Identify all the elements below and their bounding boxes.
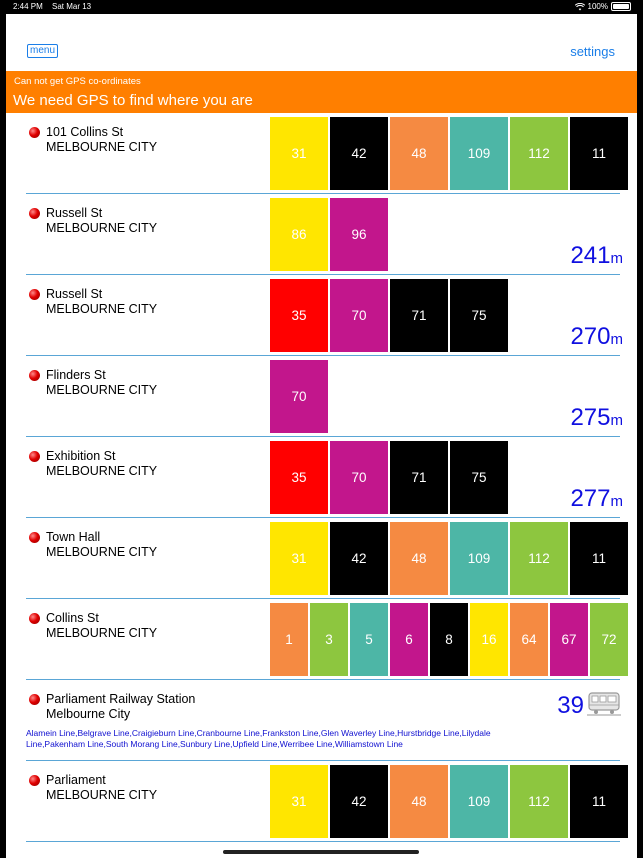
route-tile[interactable]: 109 — [450, 765, 508, 838]
route-tiles — [270, 117, 628, 190]
stop-name: Russell St — [46, 287, 103, 301]
stop-marker-icon — [29, 532, 40, 543]
distance-value: 241 — [570, 242, 611, 269]
route-tiles — [270, 603, 628, 676]
stop-name: Parliament Railway Station — [46, 692, 196, 706]
route-tile[interactable]: 70 — [330, 279, 388, 352]
distance-unit: m — [610, 493, 623, 510]
stop-row[interactable] — [6, 683, 637, 764]
stop-suburb: MELBOURNE CITY — [46, 464, 158, 478]
settings-button[interactable]: settings — [570, 44, 615, 59]
stop-row[interactable] — [6, 440, 637, 521]
route-tile[interactable]: 42 — [330, 765, 388, 838]
route-tile[interactable]: 67 — [550, 603, 588, 676]
status-time: 2:44 PM — [13, 2, 43, 11]
route-tile[interactable]: 109 — [450, 117, 508, 190]
route-tile[interactable]: 70 — [330, 441, 388, 514]
route-tiles — [270, 360, 328, 433]
route-tile[interactable]: 109 — [450, 522, 508, 595]
stop-marker-icon — [29, 208, 40, 219]
route-tile[interactable]: 6 — [390, 603, 428, 676]
route-tile[interactable]: 86 — [270, 198, 328, 271]
route-tile[interactable]: 112 — [510, 522, 568, 595]
stop-distance — [570, 405, 623, 434]
stop-row[interactable] — [6, 116, 637, 197]
stop-name: Parliament — [46, 773, 106, 787]
stop-name: Flinders St — [46, 368, 106, 382]
battery-icon — [611, 2, 631, 11]
menu-button[interactable]: menu — [27, 44, 58, 58]
stop-distance — [570, 243, 623, 272]
stop-row[interactable] — [6, 359, 637, 440]
stop-row[interactable] — [6, 278, 637, 359]
wifi-icon — [575, 3, 585, 11]
row-divider — [26, 193, 620, 194]
stop-row[interactable] — [6, 197, 637, 278]
route-tile[interactable]: 71 — [390, 441, 448, 514]
stop-marker-icon — [29, 370, 40, 381]
stop-marker-icon — [29, 451, 40, 462]
route-tiles — [270, 441, 508, 514]
stop-row[interactable] — [6, 521, 637, 602]
route-tile[interactable]: 11 — [570, 117, 628, 190]
stop-name: 101 Collins St — [46, 125, 124, 139]
route-tile[interactable]: 75 — [450, 279, 508, 352]
distance-unit: m — [610, 331, 623, 348]
row-divider — [26, 436, 620, 437]
stop-marker-icon — [29, 289, 40, 300]
row-divider — [26, 517, 620, 518]
route-tiles — [270, 279, 508, 352]
route-tile[interactable]: 31 — [270, 117, 328, 190]
stop-suburb: MELBOURNE CITY — [46, 545, 158, 559]
stop-name: Exhibition St — [46, 449, 116, 463]
stop-marker-icon — [29, 127, 40, 138]
route-tile[interactable]: 35 — [270, 441, 328, 514]
stop-suburb: MELBOURNE CITY — [46, 302, 158, 316]
route-tile[interactable]: 16 — [470, 603, 508, 676]
route-tile[interactable]: 48 — [390, 522, 448, 595]
stop-row[interactable] — [6, 764, 637, 845]
route-tile[interactable]: 48 — [390, 765, 448, 838]
route-tile[interactable]: 1 — [270, 603, 308, 676]
row-divider — [26, 841, 620, 842]
gps-error-text: Can not get GPS co-ordinates — [14, 76, 141, 87]
row-divider — [26, 598, 620, 599]
stop-suburb: MELBOURNE CITY — [46, 626, 158, 640]
stop-suburb: Melbourne City — [46, 707, 131, 721]
stop-row[interactable] — [6, 602, 637, 683]
route-tile[interactable]: 8 — [430, 603, 468, 676]
stop-name: Russell St — [46, 206, 103, 220]
stop-marker-icon — [29, 694, 40, 705]
route-tile[interactable]: 96 — [330, 198, 388, 271]
status-bar — [0, 0, 643, 14]
route-tile[interactable]: 64 — [510, 603, 548, 676]
route-tile[interactable]: 70 — [270, 360, 328, 433]
route-tile[interactable]: 48 — [390, 117, 448, 190]
route-tile[interactable]: 11 — [570, 522, 628, 595]
stop-marker-icon — [29, 613, 40, 624]
status-date: Sat Mar 13 — [52, 2, 92, 11]
stop-name: Collins St — [46, 611, 99, 625]
distance-value: 275 — [570, 404, 611, 431]
row-divider — [26, 679, 620, 680]
route-tile[interactable]: 11 — [570, 765, 628, 838]
stop-distance — [557, 692, 584, 720]
stop-suburb: MELBOURNE CITY — [46, 140, 158, 154]
route-tile[interactable]: 71 — [390, 279, 448, 352]
distance-value: 270 — [570, 323, 611, 350]
stop-name: Town Hall — [46, 530, 101, 544]
row-divider — [26, 274, 620, 275]
distance-unit: m — [610, 412, 623, 429]
navbar — [6, 14, 637, 71]
stop-suburb: MELBOURNE CITY — [46, 221, 158, 235]
home-indicator — [223, 850, 419, 854]
route-tile[interactable]: 42 — [330, 522, 388, 595]
route-tile[interactable]: 72 — [590, 603, 628, 676]
distance-value: 39 — [557, 692, 584, 719]
distance-value: 277 — [570, 485, 611, 512]
distance-unit: m — [610, 250, 623, 267]
row-divider — [26, 760, 620, 761]
route-tiles — [270, 522, 628, 595]
battery-percent: 100% — [587, 2, 608, 11]
gps-warning-banner — [6, 71, 637, 113]
route-tile[interactable]: 31 — [270, 765, 328, 838]
app-window — [6, 14, 637, 858]
route-tile[interactable]: 42 — [330, 117, 388, 190]
train-icon — [587, 689, 621, 717]
stop-suburb: MELBOURNE CITY — [46, 788, 158, 802]
route-tiles — [270, 198, 388, 271]
row-divider — [26, 355, 620, 356]
route-tile[interactable]: 5 — [350, 603, 388, 676]
route-tile[interactable]: 112 — [510, 117, 568, 190]
status-right — [575, 2, 631, 11]
route-tile[interactable]: 112 — [510, 765, 568, 838]
route-tile[interactable]: 31 — [270, 522, 328, 595]
gps-request-text: We need GPS to find where you are — [13, 92, 253, 109]
route-tile[interactable]: 35 — [270, 279, 328, 352]
route-tile[interactable]: 75 — [450, 441, 508, 514]
stop-distance — [570, 324, 623, 353]
stop-distance — [570, 486, 623, 515]
stop-marker-icon — [29, 775, 40, 786]
route-tile[interactable]: 3 — [310, 603, 348, 676]
route-tiles — [270, 765, 628, 838]
train-lines-list: Alamein Line,Belgrave Line,Craigieburn Line,Cranbourne Line,Frankston Line,Glen Waverley Line,Hurstbridge Line,Lilydale Line,Pakenham Line,South Morang Line,Sunbury Line,Upfield Line,Werribee Line,Williamstown Line — [26, 728, 491, 749]
stop-suburb: MELBOURNE CITY — [46, 383, 158, 397]
